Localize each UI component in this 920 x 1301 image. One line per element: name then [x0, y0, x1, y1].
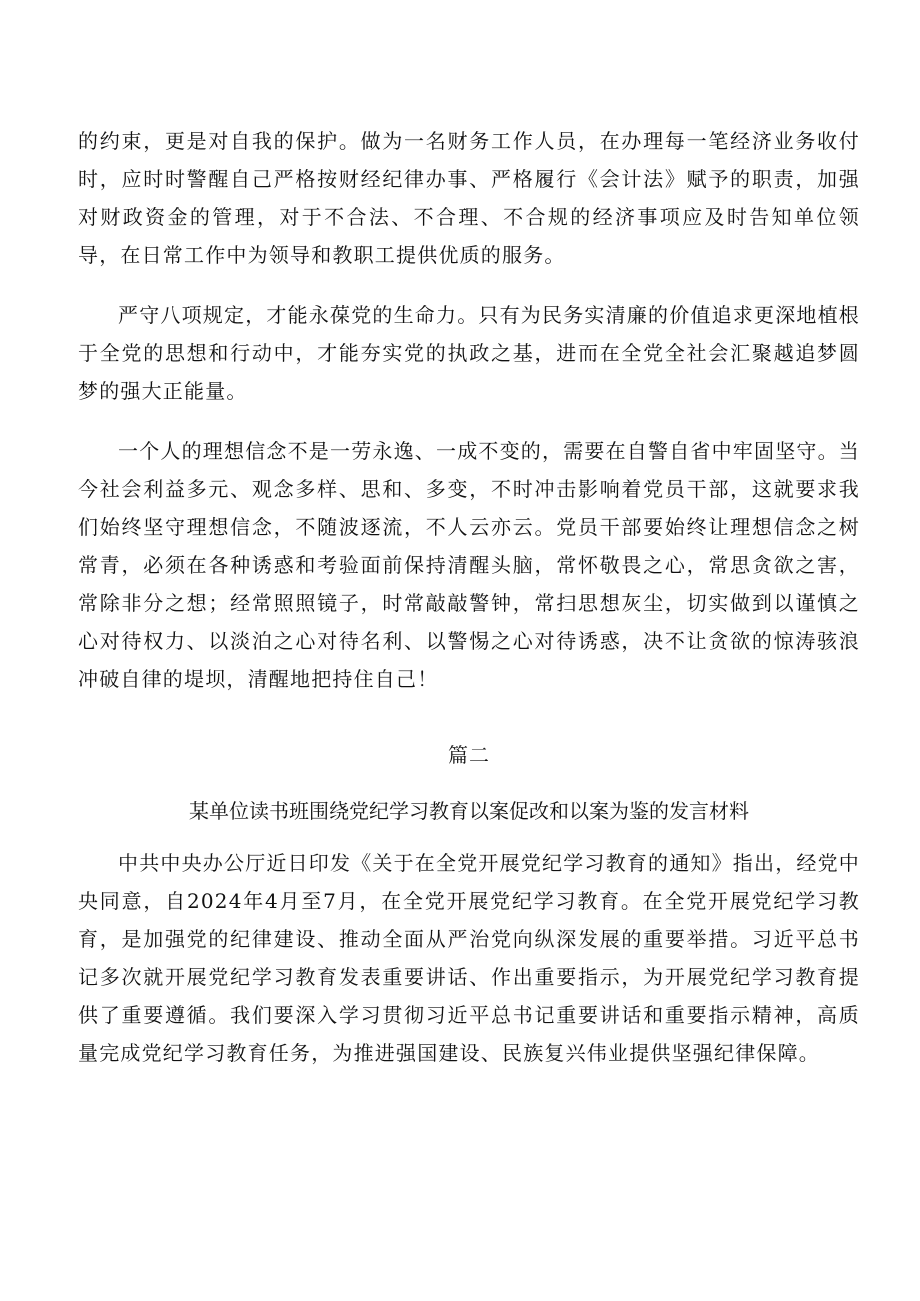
- section-label: 篇二: [448, 743, 490, 767]
- paragraph-continuation: 的约束，更是对自我的保护。做为一名财务工作人员，在办理每一笔经济业务收付时，应时时警醒自己严格按财经纪律办事、严格履行《会计法》赋予的职责，加强对财政资金的管理，对于不合法、不合理、不合规的经济事项应及时告知单位领导，在日常工作中为领导和教职工提供优质的服务。: [78, 129, 860, 267]
- paragraph-ideals-beliefs: 一个人的理想信念不是一劳永逸、一成不变的，需要在自警自省中牢固坚守。当今社会利益多元、观念多样、思和、多变，不时冲击影响着党员干部，这就要求我们始终坚守理想信念，不随波逐流，不人云亦云。党员干部要始终让理想信念之树常青，必须在各种诱惑和考验面前保持清醒头脑，常怀敬畏之心，常思贪欲之害，常除非分之想；经常照照镜子，时常敲敲警钟，常扫思想灰尘，切实做到以谨慎之心对待权力、以淡泊之心对待名利、以警惕之心对待诱惑，决不让贪欲的惊涛骇浪冲破自律的堤坝，清醒地把持住自己！: [78, 439, 860, 691]
- paragraph-party-discipline-education: 中共中央办公厅近日印发《关于在全党开展党纪学习教育的通知》指出，经党中央同意，自2024年4月至7月，在全党开展党纪学习教育。在全党开展党纪学习教育，是加强党的纪律建设、推动全面从严治党向纵深发展的重要举措。习近平总书记多次就开展党纪学习教育发表重要讲话、作出重要指示，为开展党纪学习教育提供了重要遵循。我们要深入学习贯彻习近平总书记重要讲话和重要指示精神，高质量完成党纪学习教育任务，为推进强国建设、民族复兴伟业提供坚强纪律保障。: [78, 851, 860, 1065]
- document-page: [78, 122, 860, 1072]
- paragraph-eight-rules: 严守八项规定，才能永葆党的生命力。只有为民务实清廉的价值追求更深地植根于全党的思想和行动中，才能夯实党的执政之基，进而在全党全社会汇聚越追梦圆梦的强大正能量。: [78, 303, 860, 403]
- section-title: 某单位读书班围绕党纪学习教育以案促改和以案为鉴的发言材料: [189, 799, 749, 823]
